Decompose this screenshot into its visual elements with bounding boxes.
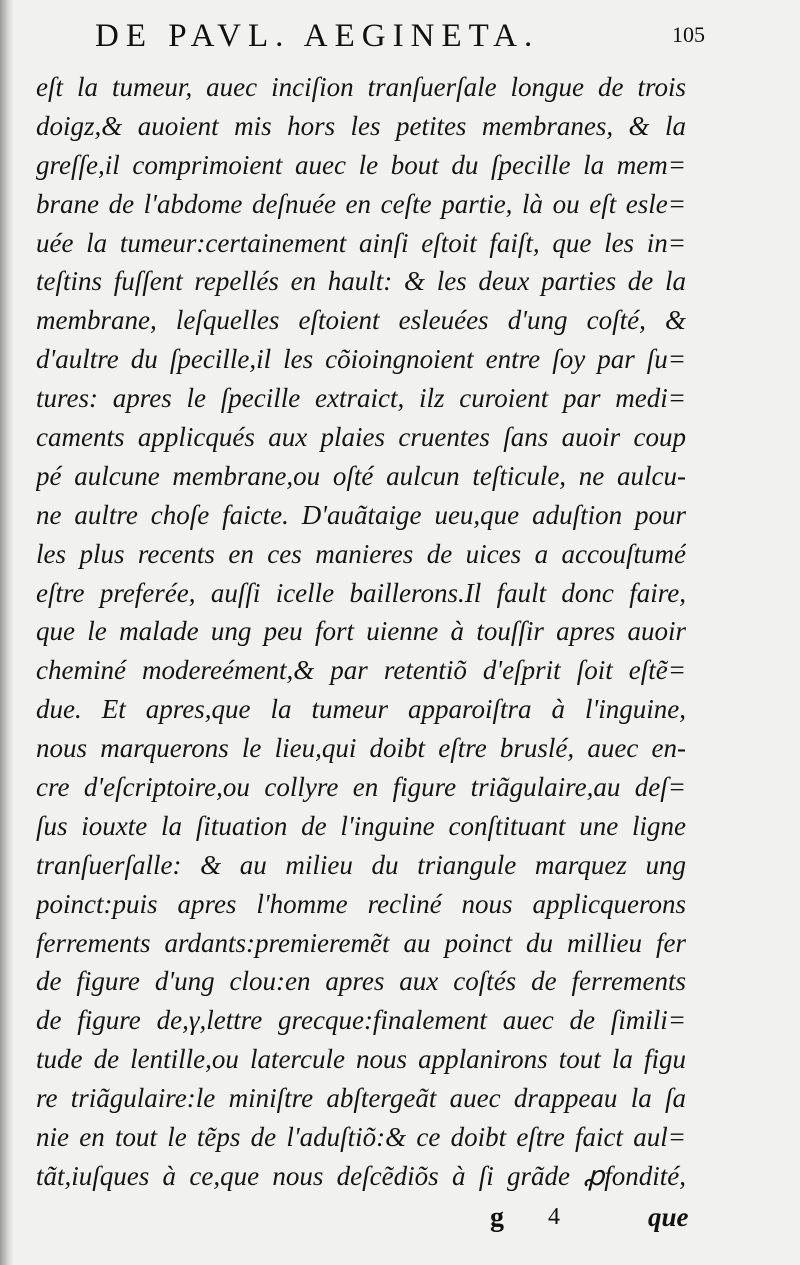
page-number: 105 (672, 22, 705, 47)
text-line: membrane, leſquelles eſtoient esleuées d'ung coſté, & (36, 305, 686, 336)
text-line: uée la tumeur:certainement ainſi eſtoit faiſt, que les in= (36, 227, 686, 258)
text-line: nie en tout le tẽps de l'aduſtiõ:& ce doibt eſtre faict aul= (36, 1122, 686, 1153)
text-line: tude de lentille,ou latercule nous applanirons tout la figu (36, 1044, 686, 1075)
text-line: teſtins fuſſent repellés en hault: & les deux parties de la (36, 266, 686, 297)
text-line: re triãgulaire:le miniſtre abſtergeãt auec drappeau la ſa (36, 1083, 686, 1114)
text-line: greſſe,il comprimoient auec le bout du ſpecille la mem= (36, 149, 686, 180)
page-header (95, 8, 705, 62)
text-line: de figure de,γ,lettre grecque:finalement auec de ſimili= (36, 1005, 686, 1036)
text-line: tranſuerſalle: & au milieu du triangule marquez ung (36, 849, 686, 880)
text-line: les plus recents en ces manieres de uices a accouſtumé (36, 538, 686, 569)
catchword: que (648, 1202, 689, 1232)
text-line: nous marquerons le lieu,qui doibt eſtre bruslé, auec en- (36, 733, 686, 764)
page-gutter-shadow (0, 0, 14, 1265)
text-line: pé aulcune membrane,ou oſté aulcun teſticule, ne aulcu- (36, 460, 686, 491)
text-line: que le malade ung peu fort uienne à touſſir apres auoir (36, 616, 686, 647)
running-title: DE PAVL. AEGINETA. (95, 18, 540, 54)
text-line: eſtre preferée, auſſi icelle baillerons.Il fault donc faire, (36, 577, 686, 608)
text-line: tures: apres le ſpecille extraict, ilz curoient par medi= (36, 383, 686, 414)
text-line: ne aultre choſe faicte. D'auãtaige ueu,que aduſtion pour (36, 499, 686, 530)
text-line: brane de l'abdome deſnuée en ceſte partie, là ou eſt esle= (36, 188, 686, 219)
body-text (36, 68, 686, 1196)
text-line: cheminé modereément,& par retentiõ d'eſprit ſoit eſtẽ= (36, 655, 686, 686)
text-line: cre d'eſcriptoire,ou collyre en figure triãgulaire,au deſ= (36, 772, 686, 803)
signature-mark: g (490, 1202, 504, 1233)
text-line: eſt la tumeur, auec inciſion tranſuerſale longue de trois (36, 72, 686, 102)
text-line: caments applicqués aux plaies cruentes ſans auoir coup (36, 422, 686, 453)
text-line: ſus iouxte la ſituation de l'inguine conſtituant une ligne (36, 810, 686, 841)
signature-number: 4 (548, 1204, 560, 1230)
text-line: poinct:puis apres l'homme recliné nous applicquerons (36, 888, 686, 919)
text-line: d'aultre du ſpecille,il les cõioingnoient entre ſoy par ſu= (36, 344, 686, 375)
page-footer (490, 1198, 690, 1238)
text-line: tãt,iuſques à ce,que nous deſcẽdiõs à ſi grãde ꝓfondité, (36, 1160, 686, 1191)
text-line: de figure d'ung clou:en apres aux coſtés de ferrements (36, 966, 686, 997)
text-line: due. Et apres,que la tumeur apparoiſtra à l'inguine, (36, 694, 686, 725)
text-line: doigz,& auoient mis hors les petites membranes, & la (36, 110, 686, 141)
text-line: ferrements ardants:premieremẽt au poinct du millieu fer (36, 927, 686, 958)
